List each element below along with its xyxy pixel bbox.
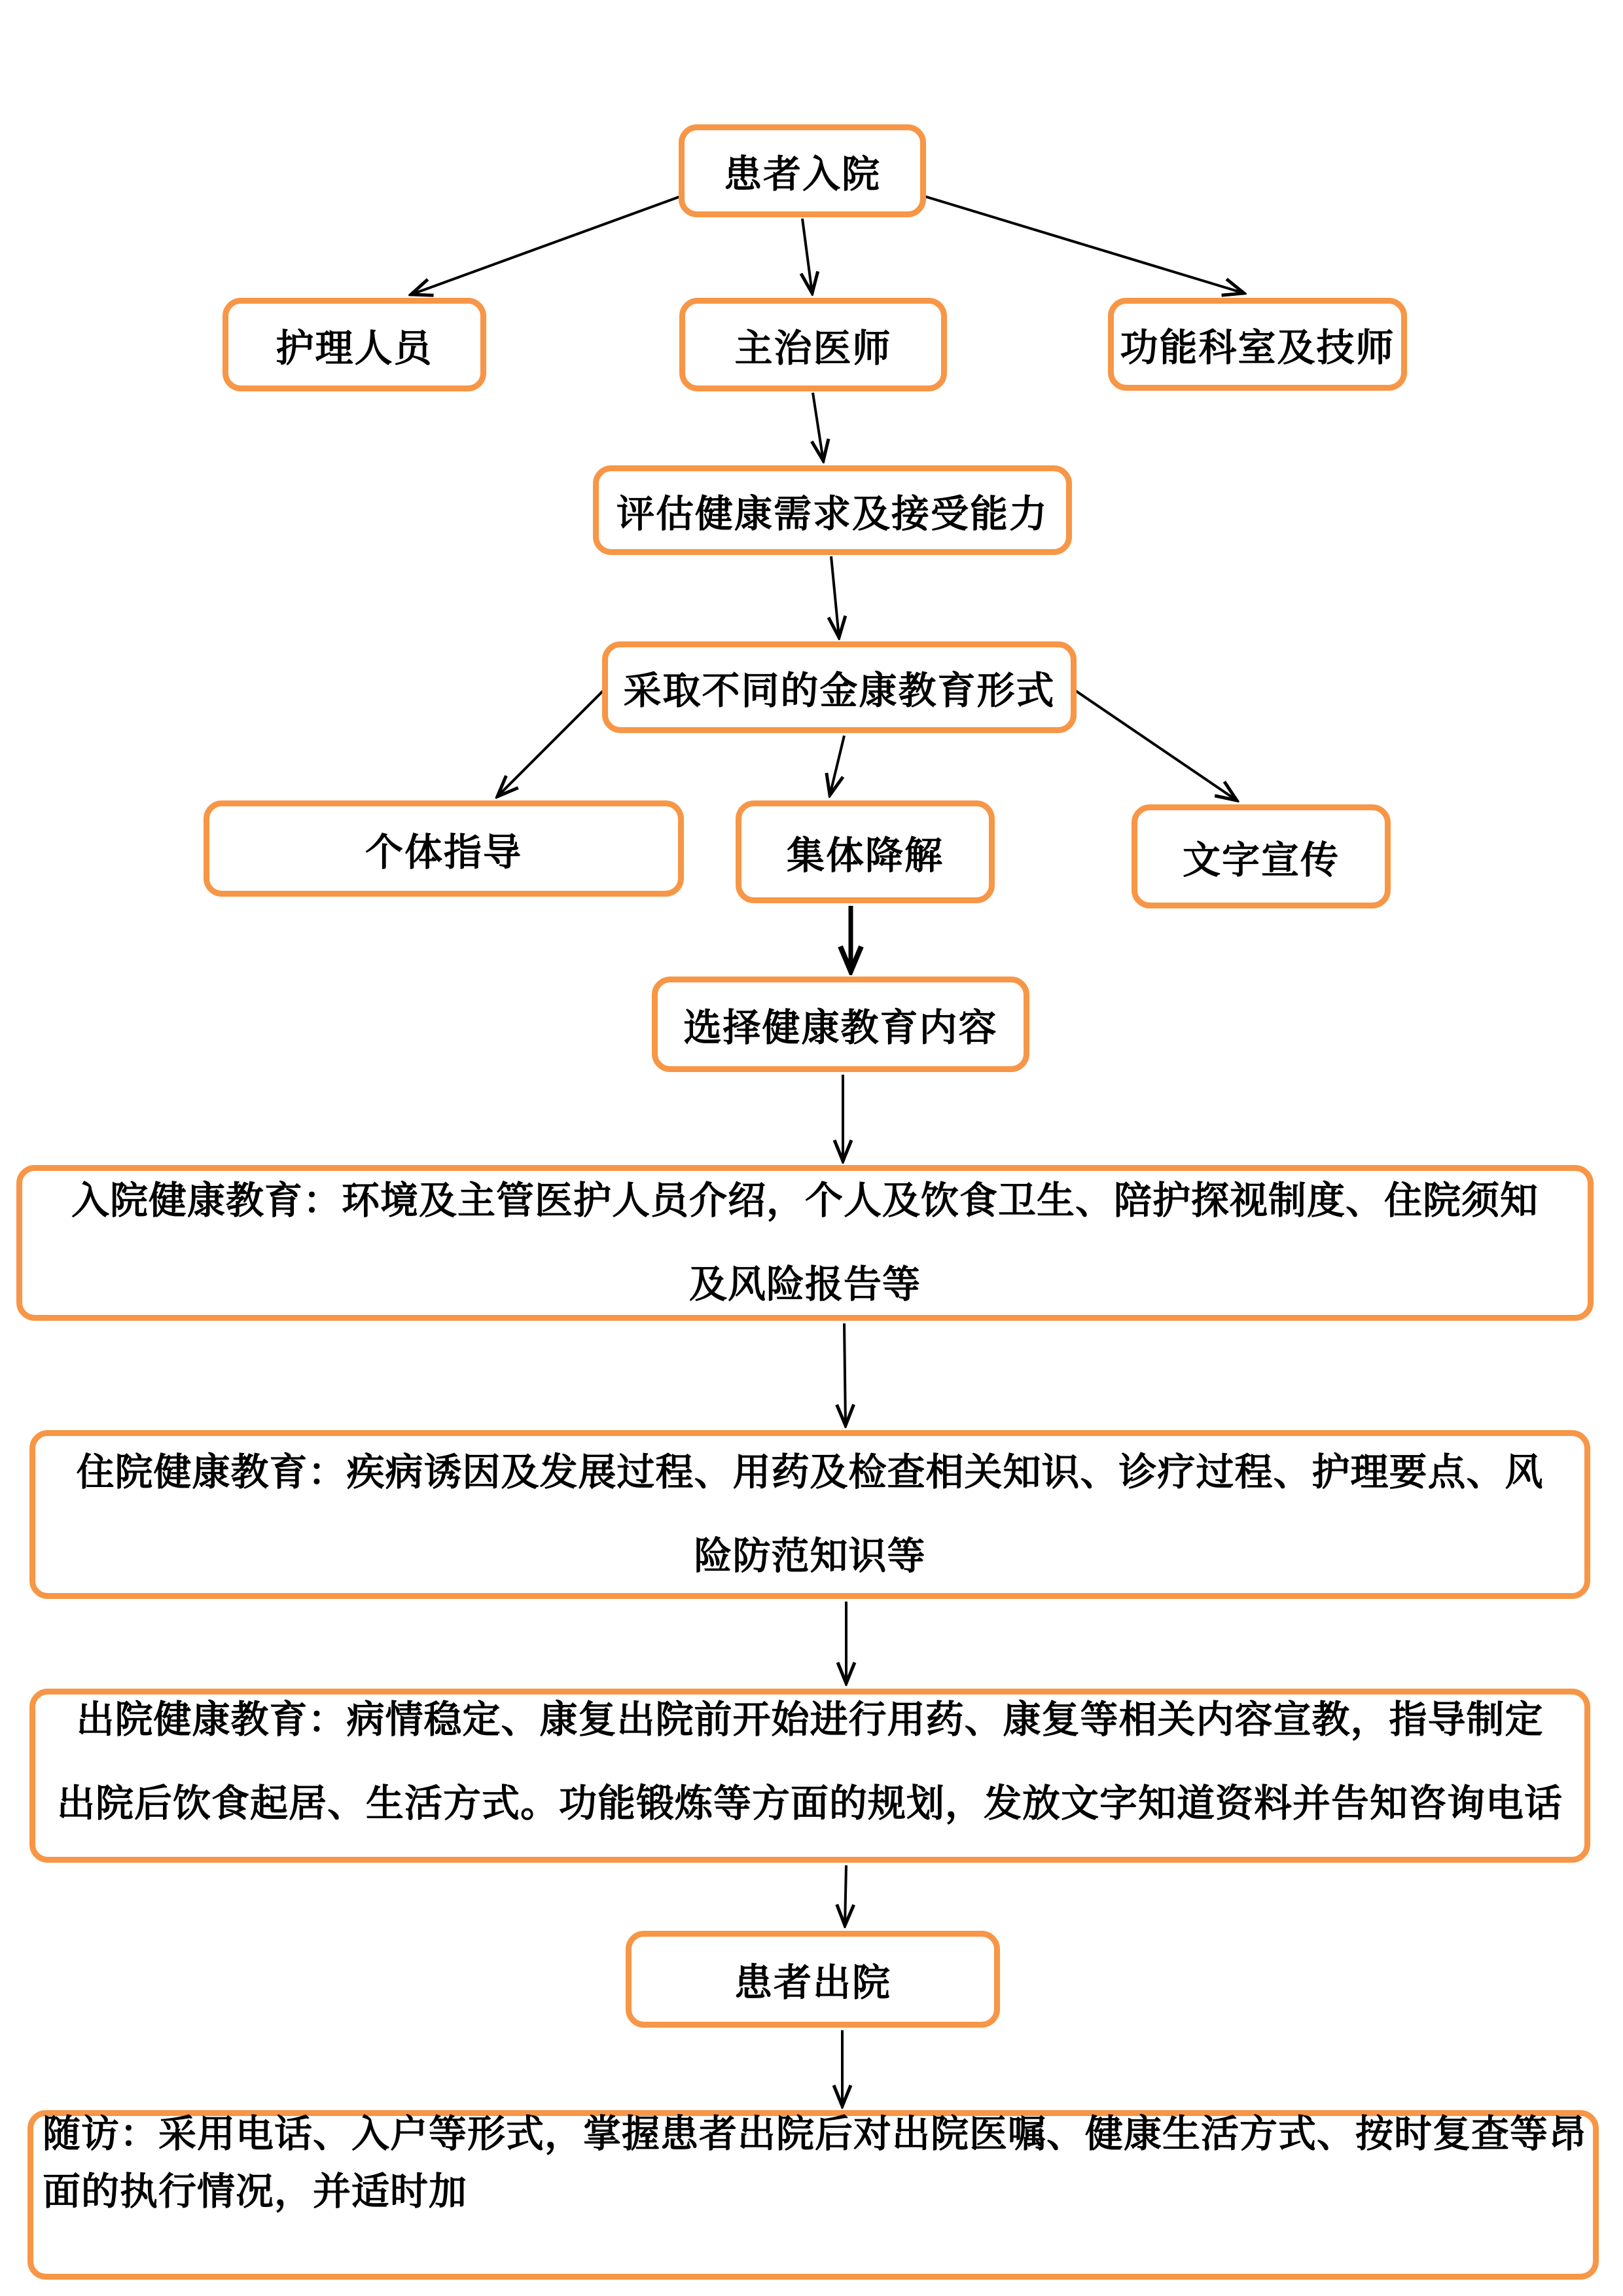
node-education-forms <box>602 641 1077 733</box>
node-select-content <box>652 977 1029 1072</box>
node-follow-up-line1: 随访：采用电话、入户等形式，掌握患者出院后对出院医嘱、健康生活方式、按时复查等昂 <box>43 2113 1588 2155</box>
node-attending-physician-label: 主治医师 <box>734 327 892 370</box>
node-written-publicity-label: 文字宣传 <box>1182 838 1340 882</box>
arrow-admission-to-nursing <box>411 196 681 295</box>
node-functional-dept <box>1108 298 1407 391</box>
node-admission-education-line2: 及风险报告等 <box>688 1263 921 1306</box>
node-education-forms-label: 采取不同的金康教育形式 <box>623 670 1056 712</box>
arrow-forms-to-written <box>1075 691 1237 800</box>
node-select-content-label: 选择健康教育内容 <box>683 1007 998 1049</box>
node-nursing-staff <box>223 298 486 391</box>
arrow-admission-to-physician <box>802 219 812 293</box>
node-discharge-education-line2: 出院后饮食起居、生活方式。功能锻炼等方面的规划，发放文字知道资料并告知咨询电话 <box>56 1782 1563 1825</box>
node-individual-guidance <box>204 800 684 897</box>
node-individual-guidance-label: 个体指导 <box>365 831 522 874</box>
node-nursing-staff-label: 护理人员 <box>276 327 433 370</box>
arrow-assess-to-forms <box>831 556 839 637</box>
node-attending-physician <box>679 298 947 391</box>
node-group-teaching <box>736 800 995 903</box>
arrow-discharge-education-to-discharge <box>845 1865 846 1926</box>
node-follow-up-line2: 面的执行情况，并适时加 <box>43 2170 468 2213</box>
arrow-forms-to-individual <box>497 691 603 797</box>
node-follow-up <box>27 2110 1599 2280</box>
node-functional-dept-label: 功能科室及技师 <box>1120 327 1395 369</box>
arrow-admission-to-functional-dept <box>925 196 1244 293</box>
arrow-forms-to-group <box>830 736 844 795</box>
node-patient-discharge <box>626 1931 1000 2028</box>
node-group-teaching-label: 集体降解 <box>786 834 944 877</box>
node-patient-admission <box>679 124 926 217</box>
node-written-publicity <box>1132 804 1391 908</box>
node-assess-needs-label: 评估健康需求及接受能力 <box>616 492 1048 535</box>
arrow-admission-to-inpatient-education <box>844 1323 846 1426</box>
node-discharge-education <box>29 1689 1590 1863</box>
node-inpatient-education-line2: 险防范知识等 <box>694 1535 926 1577</box>
node-discharge-education-line1: 出院健康教育：病情稳定、康复出院前开始进行用药、康复等相关内容宣教，指导制定 <box>76 1698 1544 1741</box>
node-admission-education <box>16 1165 1594 1321</box>
node-admission-education-line1: 入院健康教育：环境及主管医护人员介绍，个人及饮食卫生、陪护探视制度、住院须知 <box>71 1179 1539 1222</box>
node-patient-admission-label: 患者入院 <box>723 153 881 196</box>
node-inpatient-education-line1: 住院健康教育：疾病诱因及发展过程、用药及检查相关知识、诊疗过程、护理要点、风 <box>76 1451 1544 1494</box>
node-patient-discharge-label: 患者出院 <box>734 1962 891 2004</box>
node-assess-needs <box>593 465 1072 555</box>
arrow-physician-to-assess <box>813 393 823 461</box>
node-inpatient-education <box>29 1430 1590 1599</box>
